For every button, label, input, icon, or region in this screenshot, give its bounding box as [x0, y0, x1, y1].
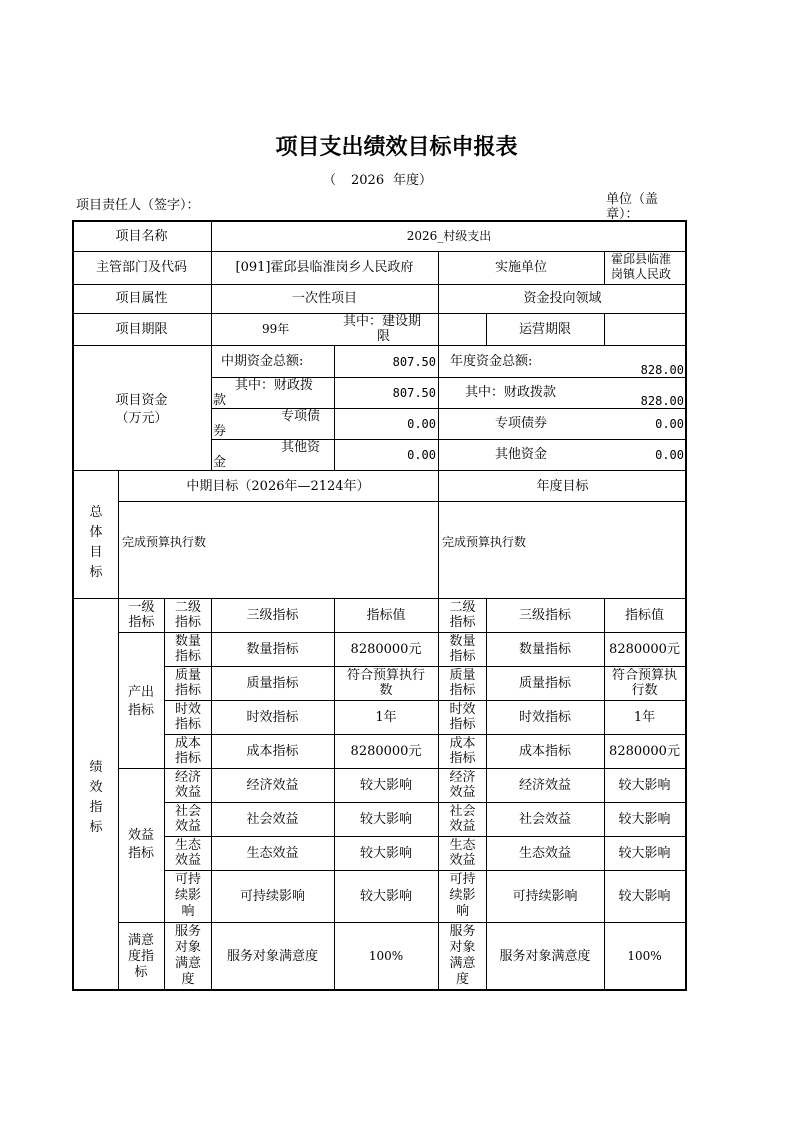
mid-bond-value: 0.00 — [407, 417, 436, 431]
row-l3b: 质量指标 — [518, 676, 571, 691]
satisfaction-label-line: 度指 — [127, 949, 154, 964]
benefit-label-line: 效益 — [127, 828, 154, 843]
build-line1: 其中：建设期 — [343, 314, 422, 329]
annual-other-value: 0.00 — [655, 448, 684, 462]
op-period-label: 运营期限 — [518, 322, 571, 337]
indicators-label-char: 效 — [89, 780, 103, 795]
level2-header-line: 二级 — [174, 600, 201, 615]
invest-label: 资金投向领域 — [523, 291, 602, 306]
row-l3b: 数量指标 — [518, 642, 571, 657]
row-l2b-line: 度 — [455, 972, 469, 987]
row-l2 — [165, 770, 211, 802]
year-close: 年度） — [393, 173, 433, 188]
project-name-label: 项目名称 — [115, 229, 168, 244]
hline — [164, 870, 687, 871]
goals-label-char: 标 — [89, 565, 103, 580]
annual-total-value: 828.00 — [640, 363, 684, 377]
row-valueb: 100% — [627, 949, 662, 963]
row-l2b-line: 满意 — [449, 956, 476, 971]
hline — [118, 632, 687, 633]
unit-seal-label — [606, 192, 686, 220]
annual-fiscal-label: 其中：财政拨款 — [465, 385, 557, 400]
row-valueb: 较大影响 — [618, 889, 671, 904]
period-label: 项目期限 — [115, 322, 168, 337]
row-l2 — [165, 872, 211, 922]
row-l3b: 时效指标 — [518, 710, 571, 725]
mid-total-value: 807.50 — [392, 355, 436, 369]
hline — [164, 836, 687, 837]
row-l3: 服务对象满意度 — [226, 949, 318, 964]
row-l3: 成本指标 — [246, 744, 299, 759]
row-l2-line: 服务 — [174, 924, 201, 939]
year-value: 2026 — [351, 173, 385, 188]
row-l3: 数量指标 — [246, 642, 299, 657]
vline — [604, 251, 605, 284]
row-value: 较大影响 — [359, 778, 412, 793]
row-l2 — [165, 668, 211, 700]
year-open: （ — [323, 173, 337, 188]
other-label-line2: 金 — [213, 455, 227, 470]
responsible-label: 项目责任人（签字）： — [76, 198, 200, 213]
output-indicator-label — [118, 684, 164, 720]
row-l2-line: 指标 — [174, 751, 201, 766]
frame-right — [685, 220, 687, 991]
mid-fiscal-value: 807.50 — [392, 386, 436, 400]
row-value-line: 符合预算执行 — [346, 668, 425, 683]
build-line2: 限 — [377, 329, 391, 344]
row-valueb — [604, 668, 685, 700]
row-l2b — [439, 770, 486, 802]
fiscal-label-line1: 其中：财政拨 — [235, 378, 314, 393]
row-l2b-line: 服务 — [449, 924, 476, 939]
row-l2-line: 响 — [181, 904, 195, 919]
row-l2 — [165, 804, 211, 836]
row-value: 较大影响 — [359, 889, 412, 904]
output-label-line: 指标 — [127, 703, 154, 718]
row-l2b-line: 成本 — [449, 736, 476, 751]
annual-other-label: 其他资金 — [494, 447, 547, 462]
funds-label — [72, 392, 211, 428]
row-l3: 社会效益 — [246, 812, 299, 827]
satisfaction-label-line: 满意 — [127, 933, 154, 948]
row-l2b-line: 对象 — [449, 940, 476, 955]
row-valueb: 1年 — [633, 710, 656, 725]
attr-value: 一次性项目 — [291, 291, 357, 306]
dept-label: 主管部门及代码 — [95, 260, 187, 275]
indicators-label-char: 绩 — [89, 760, 103, 775]
row-l3: 可持续影响 — [239, 889, 305, 904]
row-l2b-line: 指标 — [449, 649, 476, 664]
vline — [118, 598, 119, 990]
row-l2-line: 对象 — [174, 940, 201, 955]
row-value — [334, 668, 438, 700]
row-l2b — [439, 838, 486, 870]
row-value-line: 数 — [379, 683, 393, 698]
annual-total-label: 年度资金总额: — [450, 354, 533, 369]
row-l2-line: 度 — [181, 972, 195, 987]
row-valueb-line: 符合预算执 — [611, 668, 677, 683]
row-l2b-line: 社会 — [449, 804, 476, 819]
row-l2-line: 时效 — [174, 702, 201, 717]
fiscal-label — [213, 378, 333, 408]
row-l2-line: 效益 — [174, 819, 201, 834]
unit-seal-line2: 章）： — [606, 207, 639, 220]
hline — [118, 922, 687, 923]
row-l3b: 社会效益 — [518, 812, 571, 827]
funds-label-line2: （万元） — [115, 411, 168, 426]
mid-other-value: 0.00 — [407, 448, 436, 462]
row-l2-line: 社会 — [174, 804, 201, 819]
satisfaction-indicator-label — [118, 933, 164, 981]
row-value: 8280000元 — [350, 744, 422, 759]
level1-header-line: 指标 — [128, 615, 155, 630]
row-valueb-line: 行数 — [631, 683, 658, 698]
row-l3b: 可持续影响 — [512, 889, 578, 904]
attr-label: 项目属性 — [115, 291, 168, 306]
row-l3: 生态效益 — [246, 846, 299, 861]
valueb-header: 指标值 — [624, 608, 664, 623]
hline — [72, 470, 687, 471]
value-header: 指标值 — [366, 608, 406, 623]
row-valueb: 较大影响 — [618, 846, 671, 861]
hline — [72, 284, 687, 285]
row-l2-line: 指标 — [174, 683, 201, 698]
row-l2-line: 经济 — [174, 770, 201, 785]
row-l3: 经济效益 — [246, 778, 299, 793]
bond-label-line2: 券 — [213, 424, 227, 439]
row-l2 — [165, 838, 211, 870]
row-valueb: 8280000元 — [609, 744, 680, 759]
row-l2b-line: 可持 — [449, 872, 476, 887]
mid-goal-text: 完成预算执行数 — [122, 535, 207, 549]
annual-fiscal-value: 828.00 — [640, 394, 684, 408]
row-l2b-line: 数量 — [449, 634, 476, 649]
level1-header — [119, 600, 164, 631]
row-l2b — [439, 702, 486, 734]
row-value: 较大影响 — [359, 812, 412, 827]
build-period-label — [343, 314, 438, 345]
row-l2b-line: 指标 — [449, 751, 476, 766]
row-value: 100% — [368, 949, 404, 963]
goals-label-char: 体 — [89, 525, 103, 540]
row-l2-line: 质量 — [174, 668, 201, 683]
row-l2b-line: 指标 — [449, 683, 476, 698]
row-valueb: 较大影响 — [618, 778, 671, 793]
funds-label-line1: 项目资金 — [115, 393, 168, 408]
goals-label-char: 总 — [89, 505, 103, 520]
row-l2-line: 成本 — [174, 736, 201, 751]
hline — [164, 802, 687, 803]
row-l2b-line: 响 — [455, 904, 469, 919]
level2-header-line: 指标 — [174, 615, 201, 630]
indicators-label-char: 指 — [89, 800, 103, 815]
page-title: 项目支出绩效目标申报表 — [275, 135, 518, 160]
satisfaction-label-line: 标 — [134, 965, 148, 980]
indicators-label — [74, 758, 118, 838]
benefit-label-line: 指标 — [127, 846, 154, 861]
hline — [164, 700, 687, 701]
level2b-header-line: 指标 — [449, 615, 476, 630]
row-l2b-line: 生态 — [449, 838, 476, 853]
level1-header-line: 一级 — [128, 600, 155, 615]
fiscal-label-line2: 款 — [213, 393, 227, 408]
bond-label-line1: 专项债 — [281, 409, 321, 424]
row-l2b-line: 效益 — [449, 853, 476, 868]
row-l3b: 服务对象满意度 — [499, 949, 591, 964]
dept-value: [091]霍邱县临淮岗乡人民政府 — [235, 260, 414, 275]
row-l2-line: 生态 — [174, 838, 201, 853]
row-value: 较大影响 — [359, 846, 412, 861]
row-l2b — [439, 736, 486, 768]
row-l2-line: 效益 — [174, 853, 201, 868]
mid-goal-header: 中期目标（2026年—2124年） — [186, 479, 370, 494]
hline — [72, 345, 687, 346]
row-valueb: 较大影响 — [618, 812, 671, 827]
row-l2-line: 指标 — [174, 649, 201, 664]
impl-label: 实施单位 — [494, 260, 547, 275]
annual-goal-text: 完成预算执行数 — [442, 535, 527, 549]
hline — [164, 734, 687, 735]
row-l2-line: 满意 — [174, 956, 201, 971]
row-l2b-line: 经济 — [449, 770, 476, 785]
row-l2b — [439, 924, 486, 989]
vline — [211, 220, 212, 470]
period-value: 99年 — [262, 322, 290, 336]
row-l2b — [439, 668, 486, 700]
goals-label-char: 目 — [89, 545, 103, 560]
indicators-label-char: 标 — [89, 820, 103, 835]
mid-total-label: 中期资金总额: — [221, 354, 304, 369]
row-valueb: 8280000元 — [609, 642, 680, 657]
level3-header: 三级指标 — [246, 608, 299, 623]
output-label-line: 产出 — [127, 685, 154, 700]
goals-label — [74, 503, 118, 583]
row-l2b-line: 时效 — [449, 702, 476, 717]
row-l2b — [439, 804, 486, 836]
frame-top — [72, 220, 687, 222]
other-label — [213, 440, 333, 470]
annual-bond-value: 0.00 — [655, 417, 684, 431]
row-l2 — [165, 736, 211, 768]
annual-goal-header: 年度目标 — [536, 479, 589, 494]
row-l2-line: 指标 — [174, 717, 201, 732]
hline — [72, 251, 687, 252]
row-l2b-line: 续影 — [449, 888, 476, 903]
row-l2b — [439, 872, 486, 922]
row-l2 — [165, 702, 211, 734]
hline — [118, 501, 687, 502]
row-l2b — [439, 634, 486, 666]
unit-seal-line1: 单位（盖 — [606, 192, 659, 207]
impl-value — [611, 252, 685, 283]
other-label-line1: 其他资 — [281, 440, 321, 455]
vline — [438, 313, 439, 345]
row-l2-line: 数量 — [174, 634, 201, 649]
row-l2b-line: 质量 — [449, 668, 476, 683]
level2b-header — [439, 600, 486, 631]
row-l2-line: 可持 — [174, 872, 201, 887]
hline — [118, 768, 687, 769]
row-l3: 质量指标 — [246, 676, 299, 691]
annual-bond-label: 专项债券 — [494, 416, 547, 431]
row-l2-line: 效益 — [174, 785, 201, 800]
row-l2-line: 续影 — [174, 888, 201, 903]
level2b-header-line: 二级 — [449, 600, 476, 615]
row-value: 1年 — [375, 710, 397, 725]
impl-line2: 岗镇人民政 — [611, 267, 672, 281]
row-l2b-line: 效益 — [449, 785, 476, 800]
row-l3b: 经济效益 — [518, 778, 571, 793]
row-l2 — [165, 924, 211, 989]
row-l3: 时效指标 — [246, 710, 299, 725]
bond-label — [213, 409, 333, 439]
impl-line1: 霍邱县临淮 — [611, 252, 672, 266]
benefit-indicator-label — [118, 827, 164, 863]
level3b-header: 三级指标 — [518, 608, 571, 623]
row-value: 8280000元 — [350, 642, 422, 657]
project-name: 2026_村级支出 — [406, 229, 492, 243]
row-l3b: 成本指标 — [518, 744, 571, 759]
hline — [164, 666, 687, 667]
row-l2b-line: 效益 — [449, 819, 476, 834]
level2-header — [165, 600, 211, 631]
row-l2b-line: 指标 — [449, 717, 476, 732]
vline — [604, 313, 605, 345]
row-l2 — [165, 634, 211, 666]
row-l3b: 生态效益 — [518, 846, 571, 861]
